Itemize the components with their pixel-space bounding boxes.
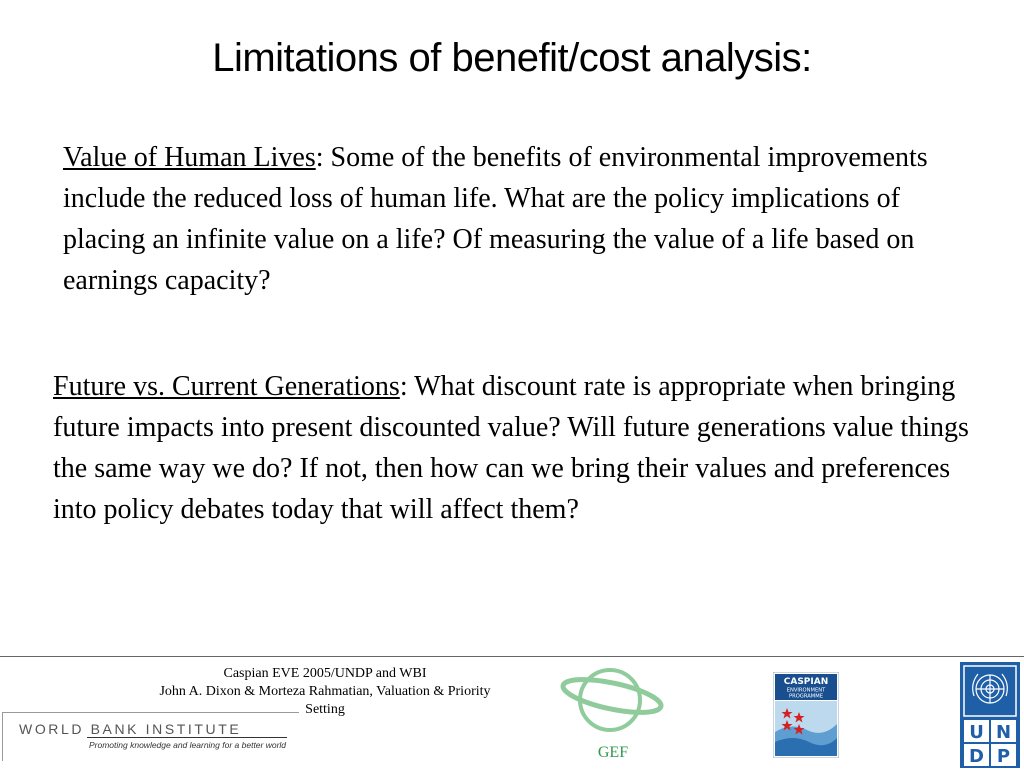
world-bank-institute-logo [2, 712, 299, 761]
gef-label: GEF [597, 744, 629, 761]
caspian-environment-programme-logo [773, 672, 839, 758]
footer-credits [110, 665, 540, 719]
footer-line-1: Caspian EVE 2005/UNDP and WBI [223, 666, 427, 681]
wbi-tagline: Promoting knowledge and learning for a better world [89, 740, 287, 750]
undp-logo [960, 662, 1020, 768]
cep-line-1: CASPIAN [783, 677, 829, 687]
footer-divider [0, 656, 1024, 657]
body-generations: : What discount rate is appropriate when bringing future impacts into present discounted value? Will future generations value things the same way we do? If not, then how can we bring their values and preferences into policy debates today that will affect them? [53, 371, 969, 525]
paragraph-generations [53, 366, 983, 530]
heading-human-lives: Value of Human Lives [63, 142, 316, 173]
paragraph-human-lives [63, 137, 963, 301]
wbi-rule [87, 737, 287, 738]
footer-line-3: Setting [305, 702, 345, 717]
footer-line-2: John A. Dixon & Morteza Rahmatian, Valuation & Priority [159, 684, 491, 699]
undp-letter-u: U [969, 722, 984, 743]
undp-letter-d: D [969, 746, 984, 767]
body-human-lives: : Some of the benefits of environmental improvements include the reduced loss of human life. What are the policy implications of placing an infinite value on a life? Of measuring the value of a life based on earnings capacity? [63, 142, 928, 296]
gef-globe-icon [558, 660, 668, 744]
cep-line-2: ENVIRONMENT [786, 687, 826, 694]
undp-letter-n: N [995, 722, 1012, 743]
gef-logo [558, 660, 668, 766]
slide-title: Limitations of benefit/cost analysis: [212, 36, 812, 80]
heading-generations: Future vs. Current Generations [53, 371, 400, 402]
undp-letter-p: P [996, 746, 1011, 767]
wbi-name: WORLD BANK INSTITUTE [19, 721, 242, 737]
cep-line-3: PROGRAMME [788, 693, 824, 700]
